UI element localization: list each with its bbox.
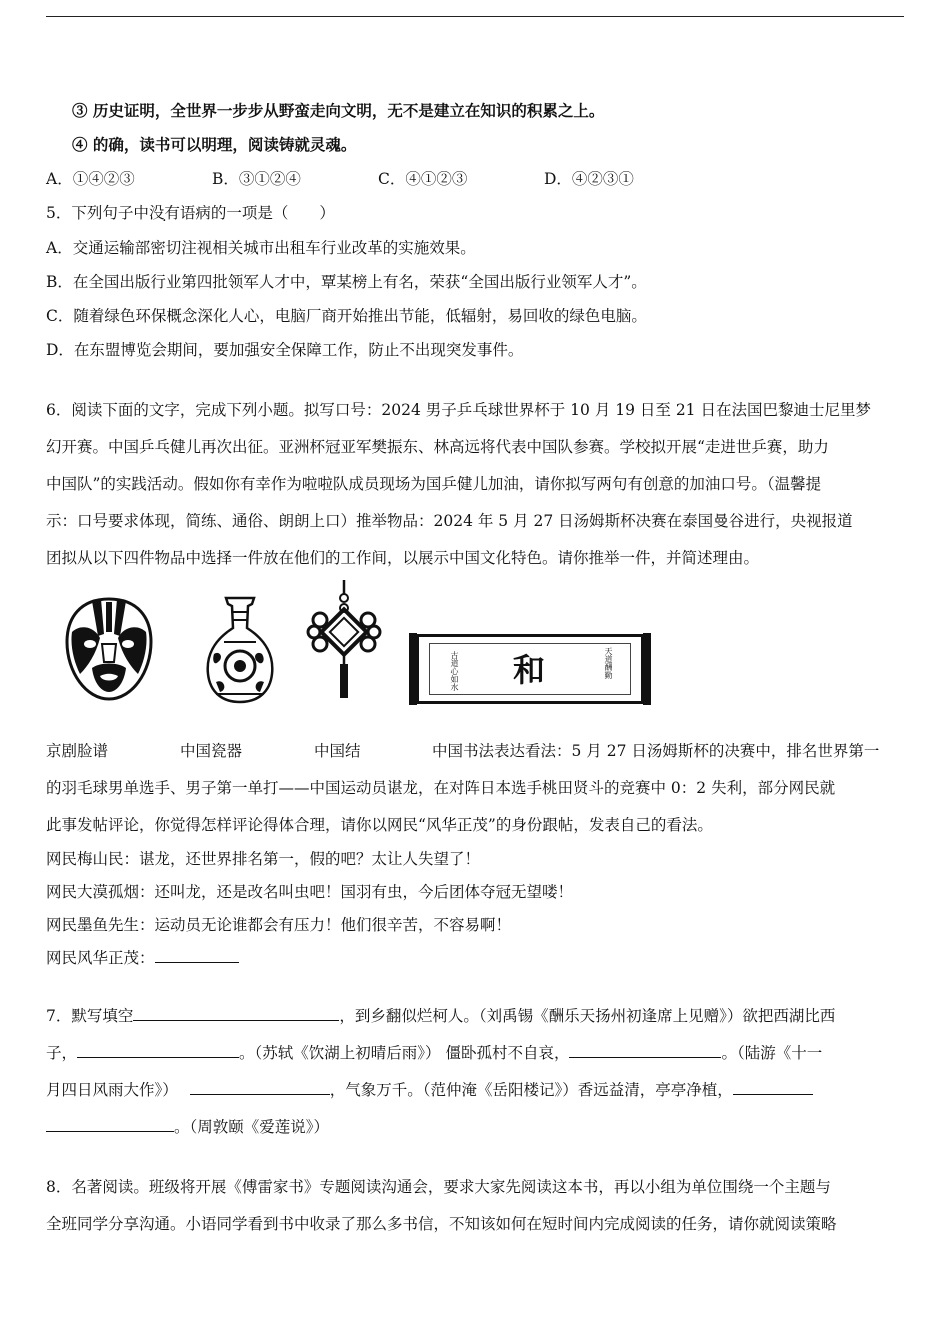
q8-line-1: 8．名著阅读。班级将开展《傅雷家书》专题阅读沟通会，要求大家先阅读这本书，再以小组为单位围绕一个主题与 [46,1178,831,1196]
q5-option-c[interactable]: C．随着绿色环保概念深化人心，电脑厂商开始推出节能，低辐射，易回收的绿色电脑。 [46,307,647,325]
q7-line-1: 7．默写填空 ，到乡翻似烂柯人。（刘禹锡《酬乐天扬州初逢席上见赠》）欲把西湖比西 [46,1007,836,1025]
q7-line-4: 。（周敦颐《爱莲说》） [46,1116,329,1138]
q6-line-3: 中国队”的实践活动。假如你有幸作为啦啦队成员现场为国乒健儿加油，请你拟写两句有创意的加油口号。（温馨提 [46,475,822,493]
q4-options [46,168,634,190]
q5-stem: 5．下列句子中没有语病的一项是（ ） [46,204,335,222]
q7-blank-2[interactable] [77,1043,239,1058]
answer-blank[interactable] [155,948,239,963]
header-rule [46,16,904,17]
q6-line-1: 6．阅读下面的文字，完成下列小题。拟写口号：2024 男子乒乓球世界杯于 10 月 19 日至 21 日在法国巴黎迪士尼里梦 [46,401,871,419]
q6-line-4: 示：口号要求体现，简练、通俗、朗朗上口）推举物品：2024 年 5 月 27 日汤姆斯杯决赛在泰国曼谷进行，央视报道 [46,512,853,530]
q5-option-b[interactable]: B．在全国出版行业第四批领军人才中，覃某榜上有名，荣获“全国出版行业领军人才”。 [46,273,647,291]
q6-tail-line-3: 此事发帖评论，你觉得怎样评论得体合理，请你以网民“风华正茂”的身份跟帖，发表自己的看法。 [46,816,713,834]
q4-option-b[interactable]: B．③①②④ [212,170,301,188]
caption-porcelain: 中国瓷器 [180,742,243,760]
q4-option-d[interactable]: D．④②③① [544,170,634,188]
q7-blank-3[interactable] [569,1043,721,1058]
calligraphy-scroll-image [416,634,644,704]
q8-line-2: 全班同学分享沟通。小语同学看到书中收录了那么多书信，不知该如何在短时间内完成阅读的任务，请你就阅读策略 [46,1215,837,1233]
scroll-rod-left [409,633,417,705]
q6-caption-row [46,740,879,762]
q7-blank-5-cont[interactable] [46,1117,174,1132]
q7-line-3: 月四日风雨大作》） ，气象万千。（范仲淹《岳阳楼记》）香远益清，亭亭净植， [46,1079,813,1101]
q4-option-c[interactable]: C．④①②③ [378,170,468,188]
scroll-right-inscription: 天道酬勤 [604,647,613,679]
caption-opera-mask: 京剧脸谱 [46,742,109,760]
q5-option-a[interactable]: A．交通运输部密切注视相关城市出租车行业改革的实施效果。 [46,239,476,257]
q4-sentence-3: ③ 历史证明，全世界一步步从野蛮走向文明，无不是建立在知识的积累之上。 [72,101,605,120]
chinese-knot-image [306,580,382,700]
q6-tail-line-2: 的羽毛球男单选手、男子第一单打——中国运动员谌龙，在对阵日本选手桃田贤斗的竞赛中 0：2 失利，部分网民就 [46,779,836,797]
netizen-answer-line: 网民风华正茂： [46,947,239,969]
scroll-rod-right [643,633,651,705]
q7-blank-4[interactable] [190,1080,330,1095]
q7-blank-1[interactable] [133,1006,339,1021]
netizen-comment-3: 网民墨鱼先生：运动员无论谁都会有压力！他们很辛苦，不容易啊！ [46,916,512,934]
netizen-comment-2: 网民大漠孤烟：还叫龙，还是改名叫虫吧！国羽有虫，今后团体夺冠无望喽！ [46,883,574,901]
netizen-comment-1: 网民梅山民：谌龙，还世界排名第一，假的吧？太让人失望了！ [46,850,481,868]
q6-line-5: 团拟从以下四件物品中选择一件放在他们的工作间，以展示中国文化特色。请你推举一件，并简述理由。 [46,549,760,567]
opera-mask-image [62,596,156,702]
q4-sentence-4: ④ 的确，读书可以明理，阅读铸就灵魂。 [72,135,357,154]
porcelain-vase-image [200,594,280,706]
q7-line-2: 子， 。（苏轼《饮湖上初晴后雨》） 僵卧孤村不自哀， 。（陆游《十一 [46,1044,823,1062]
caption-chinese-knot: 中国结 [314,742,361,760]
q5-option-d[interactable]: D．在东盟博览会期间，要加强安全保障工作，防止不出现突发事件。 [46,341,524,359]
q6-tail-line-1: 中国书法表达看法：5 月 27 日汤姆斯杯的决赛中，排名世界第一 [432,742,880,760]
q6-line-2: 幻开赛。中国乒乓健儿再次出征。亚洲杯冠亚军樊振东、林高远将代表中国队参赛。学校拟开展“走进世乒赛，助力 [46,438,829,456]
q4-option-a[interactable]: A．①④②③ [46,170,135,188]
scroll-main-character: 和 [513,651,546,689]
q7-blank-5[interactable] [733,1080,813,1095]
q5-emphasis: 没有 [148,204,180,222]
scroll-left-inscription: 古道心如水 [450,651,459,691]
